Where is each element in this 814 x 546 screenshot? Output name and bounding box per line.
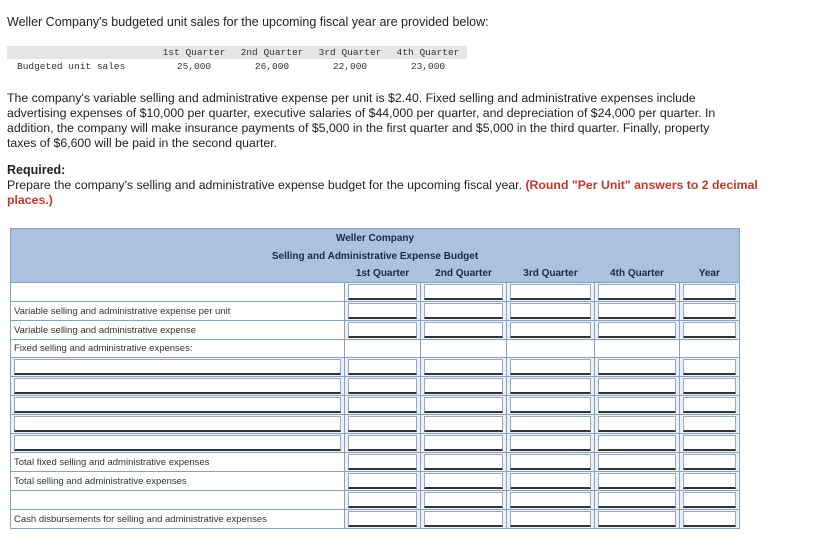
sales-value-q2: 26,000 [254, 61, 290, 72]
fixed-4-q3[interactable] [510, 416, 591, 432]
budget-title: Selling and Administrative Expense Budget [11, 247, 740, 265]
fixed-2-q3[interactable] [510, 378, 591, 394]
col-q3: 3rd Quarter [507, 265, 595, 283]
fixed-item-4-select[interactable] [14, 416, 341, 432]
fixed-1-q3[interactable] [510, 359, 591, 375]
noncash-q3[interactable] [510, 492, 591, 508]
label-total: Total selling and administrative expenses [11, 472, 345, 491]
budget-table [10, 228, 740, 529]
fixed-item-2-select[interactable] [14, 378, 341, 394]
col-q4: 4th Quarter [595, 265, 680, 283]
fixed-4-q4[interactable] [598, 416, 676, 432]
fixed-3-q3[interactable] [510, 397, 591, 413]
fixed-3-q2[interactable] [424, 397, 503, 413]
var-per-unit-q1[interactable] [348, 303, 417, 319]
label-total-fixed: Total fixed selling and administrative expenses [11, 453, 345, 472]
sales-header-q2: 2nd Quarter [233, 46, 311, 59]
fixed-2-q1[interactable] [348, 378, 417, 394]
var-expense-year[interactable] [683, 322, 736, 338]
total-q2[interactable] [424, 473, 503, 489]
total-fixed-q1[interactable] [348, 454, 417, 470]
rounding-note: (Round "Per Unit" answers to 2 decimal places.) [7, 178, 758, 207]
budget-unit-sales-year[interactable] [683, 284, 736, 300]
total-q1[interactable] [348, 473, 417, 489]
noncash-q2[interactable] [424, 492, 503, 508]
var-expense-q4[interactable] [598, 322, 676, 338]
fixed-3-q4[interactable] [598, 397, 676, 413]
total-fixed-year[interactable] [683, 454, 736, 470]
fixed-item-1-select[interactable] [14, 359, 341, 375]
var-per-unit-q3[interactable] [510, 303, 591, 319]
fixed-3-year[interactable] [683, 397, 736, 413]
total-q3[interactable] [510, 473, 591, 489]
unit-sales-table [7, 46, 467, 74]
sales-row-label: Budgeted unit sales [17, 61, 126, 72]
intro-text: Weller Company's budgeted unit sales for the upcoming fiscal year are provided below: [7, 15, 489, 29]
noncash-year[interactable] [683, 492, 736, 508]
total-fixed-q3[interactable] [510, 454, 591, 470]
sales-header-q3: 3rd Quarter [311, 46, 389, 59]
fixed-1-q2[interactable] [424, 359, 503, 375]
label-cash: Cash disbursements for selling and administrative expenses [11, 510, 345, 529]
fixed-4-q1[interactable] [348, 416, 417, 432]
col-q2: 2nd Quarter [421, 265, 507, 283]
fixed-5-year[interactable] [683, 435, 736, 451]
required-text [7, 178, 767, 208]
budget-company: Weller Company [11, 229, 740, 248]
budget-unit-sales-q4[interactable] [598, 284, 676, 300]
fixed-1-q4[interactable] [598, 359, 676, 375]
fixed-4-year[interactable] [683, 416, 736, 432]
var-expense-q2[interactable] [424, 322, 503, 338]
fixed-5-q2[interactable] [424, 435, 503, 451]
fixed-item-3-select[interactable] [14, 397, 341, 413]
label-var-per-unit: Variable selling and administrative expense per unit [11, 302, 345, 321]
col-q1: 1st Quarter [345, 265, 421, 283]
noncash-q4[interactable] [598, 492, 676, 508]
sales-header-blank [7, 46, 155, 59]
budget-unit-sales-q2[interactable] [424, 284, 503, 300]
sales-header-q1: 1st Quarter [155, 46, 233, 59]
fixed-2-q4[interactable] [598, 378, 676, 394]
var-per-unit-q2[interactable] [424, 303, 503, 319]
noncash-q1[interactable] [348, 492, 417, 508]
required-heading: Required: [7, 163, 66, 177]
fixed-3-q1[interactable] [348, 397, 417, 413]
total-fixed-q2[interactable] [424, 454, 503, 470]
budget-unit-sales-q1[interactable] [348, 284, 417, 300]
fixed-2-year[interactable] [683, 378, 736, 394]
problem-description: The company's variable selling and administrative expense per unit is $2.40. Fixed selling and administrative expenses include advertising expenses of $10,000 per quarter, executive salaries of $44,000 per quarter, and depreciation of $24,000 per quarter. In addition, the company will make insurance payments of $5,000 in the first quarter and $5,000 in the third quarter. Finally, property taxes of $6,600 will be paid in the second quarter. [7, 91, 716, 150]
fixed-1-year[interactable] [683, 359, 736, 375]
col-year: Year [680, 265, 740, 283]
fixed-5-q1[interactable] [348, 435, 417, 451]
var-per-unit-year[interactable] [683, 303, 736, 319]
var-expense-q3[interactable] [510, 322, 591, 338]
sales-value-q1: 25,000 [176, 61, 212, 72]
sales-value-q3: 22,000 [332, 61, 368, 72]
sales-header-q4: 4th Quarter [389, 46, 467, 59]
fixed-2-q2[interactable] [424, 378, 503, 394]
required-instruction: Prepare the company's selling and administrative expense budget for the upcoming fiscal year. [7, 178, 523, 192]
total-q4[interactable] [598, 473, 676, 489]
total-fixed-q4[interactable] [598, 454, 676, 470]
fixed-5-q3[interactable] [510, 435, 591, 451]
cash-year[interactable] [683, 511, 736, 527]
fixed-1-q1[interactable] [348, 359, 417, 375]
cash-q1[interactable] [348, 511, 417, 527]
cash-q4[interactable] [598, 511, 676, 527]
fixed-item-5-select[interactable] [14, 435, 341, 451]
fixed-4-q2[interactable] [424, 416, 503, 432]
cash-q2[interactable] [424, 511, 503, 527]
label-var-expense: Variable selling and administrative expense [11, 321, 345, 340]
total-year[interactable] [683, 473, 736, 489]
fixed-5-q4[interactable] [598, 435, 676, 451]
label-fixed-header: Fixed selling and administrative expenses: [11, 340, 345, 358]
var-per-unit-q4[interactable] [598, 303, 676, 319]
var-expense-q1[interactable] [348, 322, 417, 338]
budget-unit-sales-q3[interactable] [510, 284, 591, 300]
sales-value-q4: 23,000 [410, 61, 446, 72]
cash-q3[interactable] [510, 511, 591, 527]
